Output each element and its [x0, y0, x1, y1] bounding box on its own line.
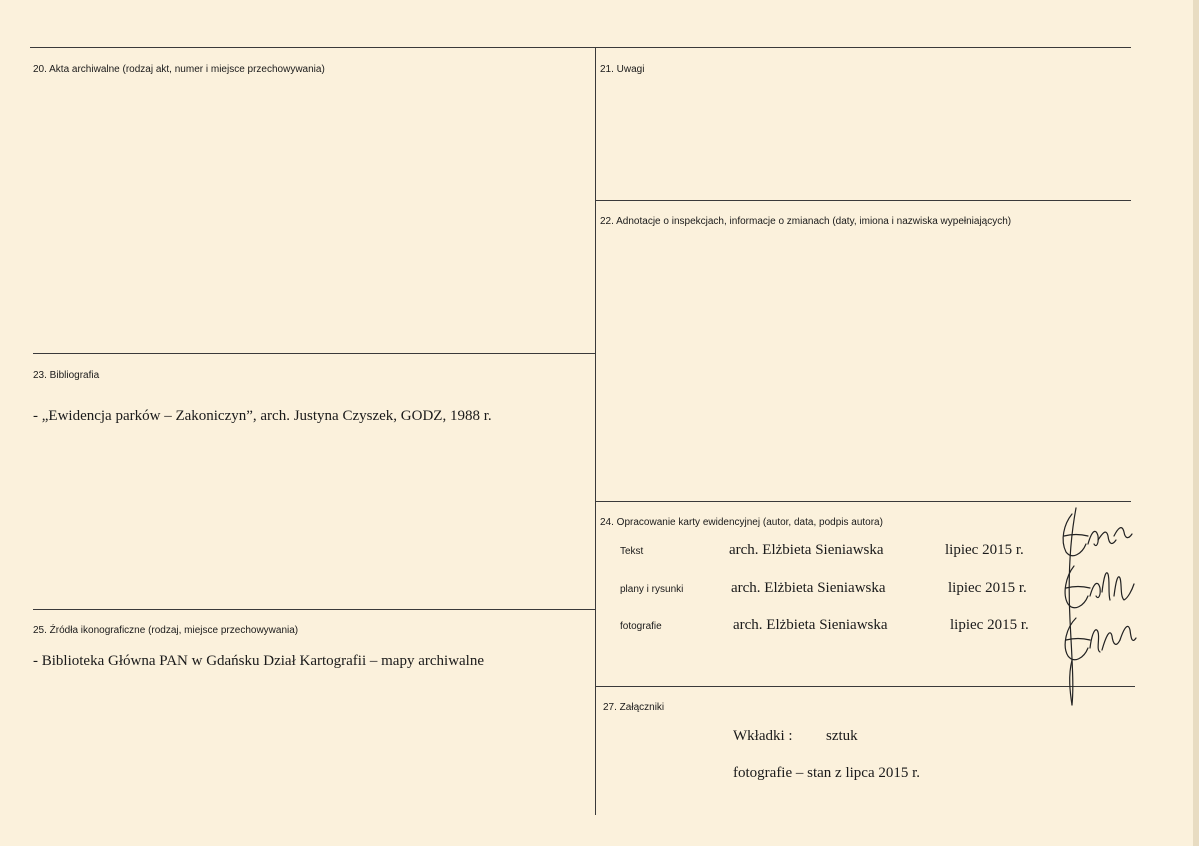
attachment-photos: fotografie – stan z lipca 2015 r. [733, 765, 921, 781]
rule-20-23 [33, 353, 595, 354]
row-plans-category: plany i rysunki [620, 584, 684, 595]
center-divider [595, 47, 596, 815]
row-text-author: arch. Elżbieta Sieniawska [729, 542, 884, 558]
row-plans-date: lipiec 2015 r. [948, 580, 1027, 596]
section-24-label: 24. Opracowanie karty ewidencyjnej (autor, data, podpis autora) [600, 517, 883, 528]
bibliography-entry: - „Ewidencja parków – Zakoniczyn”, arch. Justyna Czyszek, GODZ, 1988 r. [33, 408, 492, 424]
paper-edge [1193, 0, 1199, 846]
iconography-entry: - Biblioteka Główna PAN w Gdańsku Dział Kartografii – mapy archiwalne [33, 653, 485, 669]
inserts-label: Wkładki : [733, 728, 793, 744]
section-20-label: 20. Akta archiwalne (rodzaj akt, numer i miejsce przechowywania) [33, 64, 325, 75]
author-signature [1050, 500, 1140, 710]
section-23-label: 23. Bibliografia [33, 370, 100, 381]
row-photos-author: arch. Elżbieta Sieniawska [733, 617, 888, 633]
inserts-unit: sztuk [826, 728, 858, 744]
section-21-label: 21. Uwagi [600, 64, 645, 75]
section-27-label: 27. Załączniki [603, 702, 665, 713]
rule-21-22 [595, 200, 1131, 201]
row-text-category: Tekst [620, 546, 644, 557]
row-photos-date: lipiec 2015 r. [950, 617, 1029, 633]
section-22-label: 22. Adnotacje o inspekcjach, informacje o zmianach (daty, imiona i nazwiska wypełniających) [600, 216, 1012, 227]
row-plans-author: arch. Elżbieta Sieniawska [731, 580, 886, 596]
rule-23-25 [33, 609, 595, 610]
top-rule [30, 47, 1131, 48]
row-text-date: lipiec 2015 r. [945, 542, 1024, 558]
row-photos-category: fotografie [620, 621, 662, 632]
section-25-label: 25. Źródła ikonograficzne (rodzaj, miejsce przechowywania) [33, 625, 299, 636]
